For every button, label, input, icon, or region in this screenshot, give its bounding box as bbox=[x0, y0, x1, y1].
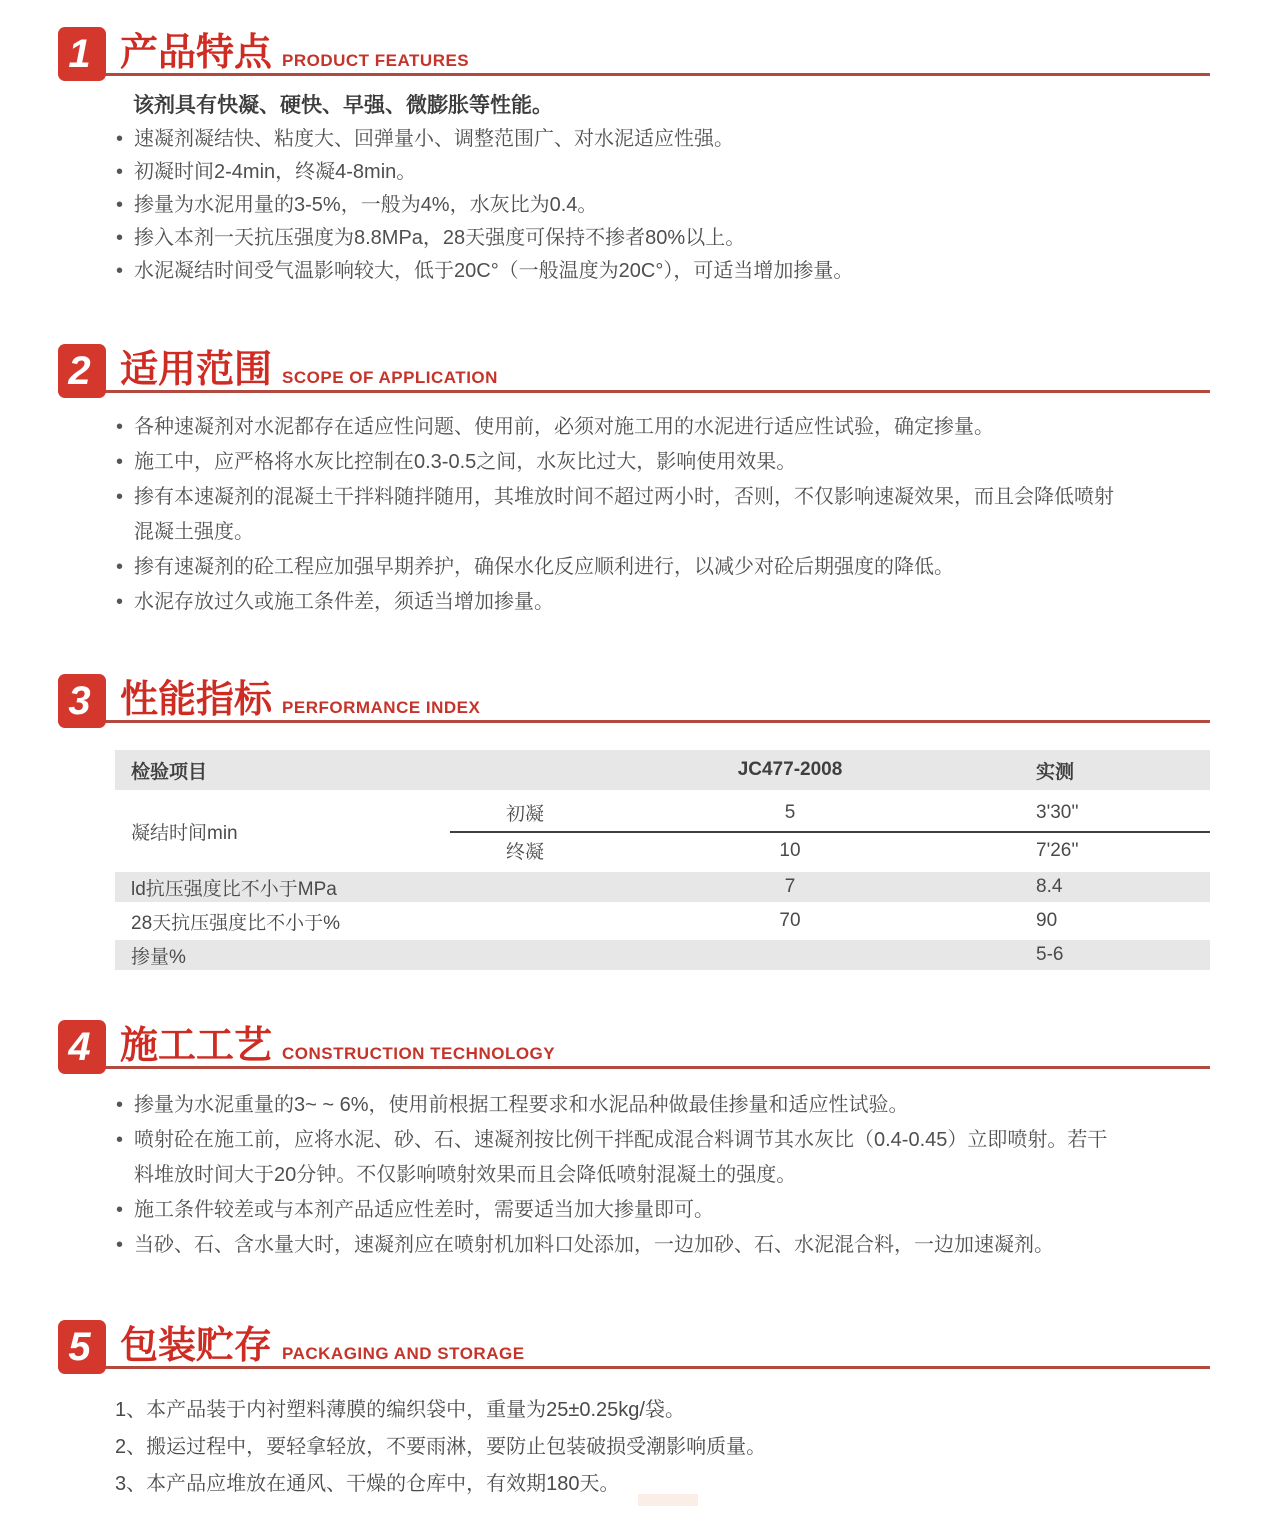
table-cell-sub: 初凝 bbox=[505, 804, 544, 825]
bullet-item: • 各种速凝剂对水泥都存在适应性问题、使用前，必须对施工用的水泥进行适应性试验，确定掺量。 bbox=[115, 410, 1127, 445]
bullet-item: • 掺量为水泥重量的3~ ~ 6%，使用前根据工程要求和水泥品种做最佳掺量和适应性试验。 bbox=[115, 1088, 1127, 1123]
section-packaging-and-storage bbox=[58, 1318, 1210, 1503]
table-cell-standard bbox=[600, 940, 980, 970]
table-cell-item: 28天抗压强度比不小于% bbox=[131, 912, 341, 934]
table-cell-measured: 3'30'' bbox=[1036, 801, 1079, 823]
section-3-header bbox=[58, 672, 1210, 728]
section-subtitle-en: PACKAGING AND STORAGE bbox=[282, 1344, 525, 1363]
section-subtitle-en: PRODUCT FEATURES bbox=[282, 51, 470, 70]
bullet-item: • 掺有本速凝剂的混凝土干拌料随拌随用，其堆放时间不超过两小时，否则，不仅影响速凝效果，而且会降低喷射混凝土强度。 bbox=[115, 480, 1127, 550]
table-cell-item: 掺量% bbox=[131, 946, 186, 968]
table-cell-item: ld抗压强度比不小于MPa bbox=[131, 878, 337, 900]
numbered-item: 1、本产品装于内衬塑料薄膜的编织袋中，重量为25±0.25kg/袋。 bbox=[115, 1399, 685, 1421]
bullet-item: • 水泥凝结时间受气温影响较大，低于20C°（一般温度为20C°），可适当增加掺量。 bbox=[115, 255, 1127, 288]
section-number: 4 bbox=[68, 1025, 91, 1069]
table-cell-standard: 70 bbox=[779, 910, 801, 931]
section-5-header bbox=[58, 1318, 1210, 1374]
table-cell-sub: 终凝 bbox=[450, 831, 600, 868]
section-number: 3 bbox=[68, 679, 91, 723]
table-header-row bbox=[115, 750, 1210, 790]
section-number-badge bbox=[58, 1020, 106, 1074]
section-2-header bbox=[58, 342, 1210, 398]
section-title: 施工工艺 bbox=[120, 1025, 273, 1067]
table-row bbox=[115, 872, 1210, 902]
performance-table bbox=[115, 750, 1210, 970]
section-number-badge bbox=[58, 344, 106, 398]
section-number-badge bbox=[58, 1320, 106, 1374]
page-bottom-print-artifact bbox=[638, 1494, 698, 1506]
section-product-features bbox=[58, 0, 1210, 288]
table-cell-standard: 5 bbox=[784, 801, 796, 823]
section-title: 适用范围 bbox=[120, 349, 273, 391]
section-title: 性能指标 bbox=[120, 679, 273, 721]
table-cell-standard: 7 bbox=[784, 876, 796, 897]
section-1-header bbox=[58, 25, 1210, 81]
bullet-item: • 初凝时间2-4min，终凝4-8min。 bbox=[115, 156, 1127, 189]
section-number: 5 bbox=[68, 1325, 91, 1369]
table-group-setting-time bbox=[115, 794, 1210, 868]
table-header-standard: JC477-2008 bbox=[737, 759, 843, 780]
table-cell-spacer bbox=[450, 940, 600, 970]
table-row bbox=[115, 906, 1210, 936]
bullet-list bbox=[115, 123, 1127, 288]
table-cell-spacer bbox=[450, 906, 600, 936]
table-cell-measured: 8.4 bbox=[1036, 876, 1063, 897]
table-row bbox=[115, 940, 1210, 970]
table-cell-measured: 5-6 bbox=[1036, 944, 1064, 965]
bullet-list bbox=[115, 1088, 1127, 1263]
numbered-list bbox=[115, 1392, 1210, 1503]
section-subtitle-en: PERFORMANCE INDEX bbox=[282, 698, 481, 717]
bullet-item: • 水泥存放过久或施工条件差，须适当增加掺量。 bbox=[115, 585, 1127, 620]
bullet-item: • 速凝剂凝结快、粘度大、回弹量小、调整范围广、对水泥适应性强。 bbox=[115, 123, 1127, 156]
section-title: 包装贮存 bbox=[120, 1325, 273, 1367]
table-header-spacer bbox=[450, 750, 600, 790]
bullet-item: • 施工中，应严格将水灰比控制在0.3-0.5之间，水灰比过大，影响使用效果。 bbox=[115, 445, 1127, 480]
section-performance-index bbox=[58, 672, 1210, 970]
table-cell-spacer bbox=[450, 872, 600, 902]
table-group-label: 凝结时间min bbox=[131, 822, 238, 844]
section-number: 1 bbox=[68, 32, 91, 76]
bullet-item: • 喷射砼在施工前，应将水泥、砂、石、速凝剂按比例干拌配成混合料调节其水灰比（0.4-0.45）立即喷射。若干料堆放时间大于20分钟。不仅影响喷射效果而且会降低喷射混凝土的强度。 bbox=[115, 1123, 1127, 1193]
bullet-item: • 掺有速凝剂的砼工程应加强早期养护，确保水化反应顺利进行，以减少对砼后期强度的降低。 bbox=[115, 550, 1127, 585]
numbered-item: 2、搬运过程中，要轻拿轻放，不要雨淋，要防止包装破损受潮影响质量。 bbox=[115, 1436, 767, 1458]
table-cell-measured: 7'26'' bbox=[980, 831, 1210, 868]
bullet-item: • 掺入本剂一天抗压强度为8.8MPa，28天强度可保持不掺者80%以上。 bbox=[115, 222, 1127, 255]
section-subtitle-en: CONSTRUCTION TECHNOLOGY bbox=[282, 1044, 556, 1063]
section-subtitle-en: SCOPE OF APPLICATION bbox=[282, 368, 498, 387]
numbered-item: 3、本产品应堆放在通风、干燥的仓库中，有效期180天。 bbox=[115, 1473, 620, 1495]
section-number-badge bbox=[58, 674, 106, 728]
table-cell-measured: 90 bbox=[1036, 910, 1058, 931]
section-number-badge bbox=[58, 27, 106, 81]
intro-line: 该剂具有快凝、硬快、早强、微膨胀等性能。 bbox=[133, 94, 553, 117]
section-scope-of-application bbox=[58, 342, 1210, 620]
bullet-item: • 施工条件较差或与本剂产品适应性差时，需要适当加大掺量即可。 bbox=[115, 1193, 1127, 1228]
bullet-item: • 掺量为水泥用量的3-5%，一般为4%，水灰比为0.4。 bbox=[115, 189, 1127, 222]
table-cell-standard: 10 bbox=[600, 831, 980, 868]
section-number: 2 bbox=[68, 349, 91, 393]
section-construction-technology bbox=[58, 1018, 1210, 1263]
bullet-item: • 当砂、石、含水量大时，速凝剂应在喷射机加料口处添加，一边加砂、石、水泥混合料，一边加速凝剂。 bbox=[115, 1228, 1127, 1263]
section-title: 产品特点 bbox=[120, 32, 273, 74]
table-header-item: 检验项目 bbox=[131, 761, 208, 783]
table-header-measured: 实测 bbox=[1036, 761, 1075, 783]
bullet-list bbox=[115, 410, 1127, 620]
section-4-header bbox=[58, 1018, 1210, 1074]
